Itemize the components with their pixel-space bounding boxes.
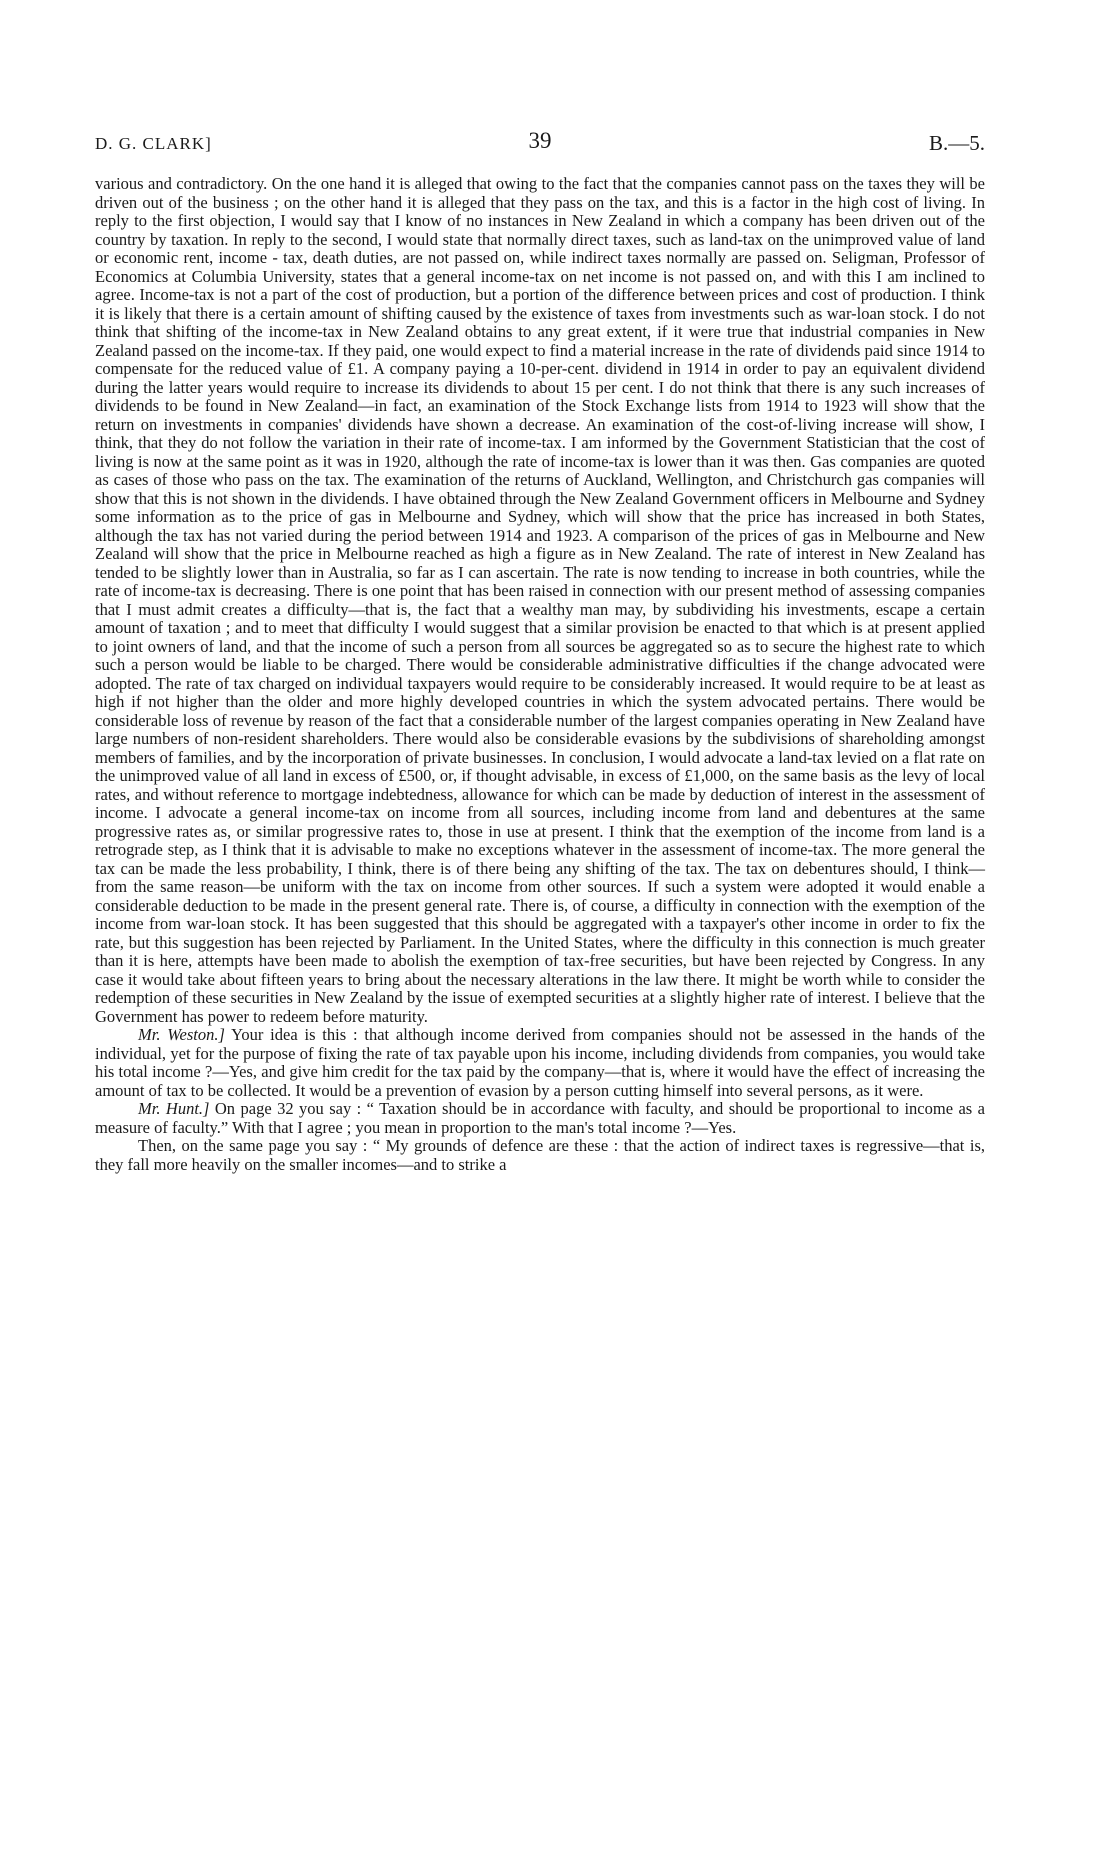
paragraph-question-weston xyxy=(95,1026,985,1100)
paragraph-evidence-statement xyxy=(95,175,985,1026)
paragraph-text: various and contradictory. On the one hand it is alleged that owing to the fact that the companies cannot pass on the taxes they will be driven out of the business ; on the other hand it is alleged that they pass on the tax, and this is a factor in the high cost of living. In reply to the first objection, I would say that I know of no instances in New Zealand in which a company has been driven out of the country by taxation. In reply to the second, I would state that normally direct taxes, such as land-tax on the unimproved value of land or economic rent, income - tax, death duties, are not passed on, while indirect taxes normally are passed on. Seligman, Professor of Economics at Columbia University, states that a general income-tax on net income is not passed on, and with this I am inclined to agree. Income-tax is not a part of the cost of production, but a portion of the difference between prices and cost of production. I think it is likely that there is a certain amount of shifting caused by the existence of taxes from investments such as war-loan stock. I do not think that shifting of the income-tax in New Zealand obtains to any great extent, if it were true that industrial companies in New Zealand passed on the income-tax. If they paid, one would expect to find a material increase in the rate of dividends paid since 1914 to compensate for the reduced value of £1. A company paying a 10-per-cent. dividend in 1914 in order to pay an equivalent dividend during the latter years would require to increase its dividends to about 15 per cent. I do not think that there is any such increases of dividends to be found in New Zealand—in fact, an examination of the Stock Exchange lists from 1914 to 1923 will show that the return on investments in companies' dividends have shown a decrease. An examination of the cost-of-living increase will show, I think, that they do not follow the variation in their rate of income-tax. I am informed by the Government Statistician that the cost of living is now at the same point as it was in 1920, although the rate of income-tax is lower than it was then. Gas companies are quoted as cases of those who pass on the tax. The examination of the returns of Auckland, Wellington, and Christchurch gas companies will show that this is not shown in the dividends. I have obtained through the New Zealand Government officers in Melbourne and Sydney some information as to the price of gas in Melbourne and Sydney, which will show that the price has increased in both States, although the tax has not varied during the period between 1914 and 1923. A comparison of the prices of gas in Melbourne and New Zealand will show that the price in Melbourne reached as high a figure as in New Zealand. The rate of interest in New Zealand has tended to be slightly lower than in Australia, so far as I can ascertain. The rate is now tending to increase in both countries, while the rate of income-tax is decreasing. There is one point that has been raised in connection with our present method of assessing companies that I must admit creates a difficulty—that is, the fact that a wealthy man may, by subdividing his investments, escape a certain amount of taxation ; and to meet that difficulty I would suggest that a similar provision be enacted to that which is at present applied to joint owners of land, and that the income of such a person from all sources be aggregated so as to secure the highest rate to which such a person would be liable to be charged. There would be considerable administrative difficulties if the change advocated were adopted. The rate of tax charged on individual taxpayers would require to be considerably increased. It would require to be at least as high if not higher than the older and more highly developed countries in which the system advocated pertains. There would be considerable loss of revenue by reason of the fact that a considerable number of the largest companies operating in New Zealand have large numbers of non-resident shareholders. There would also be considerable evasions by the subdivisions of shareholding amongst members of families, and by the incorporation of private businesses. In conclusion, I would advocate a land-tax levied on a flat rate on the unimproved value of all land in excess of £500, or, if thought advisable, in excess of £1,000, on the same basis as the levy of local rates, and without reference to mortgage indebtedness, allowance for which can be made by deduction of interest in the assessment of income. I advocate a general income-tax on income from all sources, including income from land and debentures at the same progressive rates as, or similar progressive rates to, those in use at present. I think that the exemption of the income from land is a retrograde step, as I think that it is advisable to make no exceptions whatever in the assessment of income-tax. The more general the tax can be made the less probability, I think, there is of there being any shifting of the tax. The tax on debentures should, I think—from the same reason—be uniform with the tax on income from other sources. If such a system were adopted it would enable a considerable deduction to be made in the present general rate. There is, of course, a difficulty in connection with the exemption of the income from war-loan stock. It has been suggested that this should be aggregated with a taxpayer's other income in order to fix the rate, but this suggestion has been rejected by Parliament. In the United States, where the difficulty in this connection is much greater than it is here, attempts have been made to abolish the exemption of tax-free securities, but have been rejected by Congress. In any case it would take about fifteen years to bring about the necessary alterations in the law there. It might be worth while to consider the redemption of these securities in New Zealand by the issue of exempted securities at a slightly higher rate of interest. I believe that the Government has power to redeem before maturity. xyxy=(95,174,985,1026)
page-header xyxy=(95,128,985,158)
paragraph-question-hunt xyxy=(95,1100,985,1137)
page-number: 39 xyxy=(528,128,552,153)
paragraph-text: On page 32 you say : “ Taxation should be in accordance with faculty, and should be proportional to income as a measure of faculty.” With that I agree ; you mean in proportion to the man's total income ?—Yes. xyxy=(95,1099,985,1137)
paragraph-text: Your idea is this : that although income derived from companies should not be assessed in the hands of the individual, yet for the purpose of fixing the rate of tax payable upon his income, including dividends from companies, you would take his total income ?—Yes, and give him credit for the tax paid by the company—that is, where it would have the effect of increasing the amount of tax to be collected. It would be a prevention of evasion by a person cutting himself into several persons, as it were. xyxy=(95,1025,985,1100)
speaker-label: Mr. Weston.] xyxy=(138,1025,225,1044)
header-witness-name: D. G. CLARK] xyxy=(95,134,212,153)
speaker-label: Mr. Hunt.] xyxy=(138,1099,210,1118)
document-reference: B.—5. xyxy=(928,131,985,155)
body-text xyxy=(95,175,985,1174)
paragraph-continuation xyxy=(95,1137,985,1174)
paragraph-text: Then, on the same page you say : “ My grounds of defence are these : that the action of indirect taxes is regressive—that is, they fall more heavily on the smaller incomes—and to strike a xyxy=(95,1136,985,1174)
